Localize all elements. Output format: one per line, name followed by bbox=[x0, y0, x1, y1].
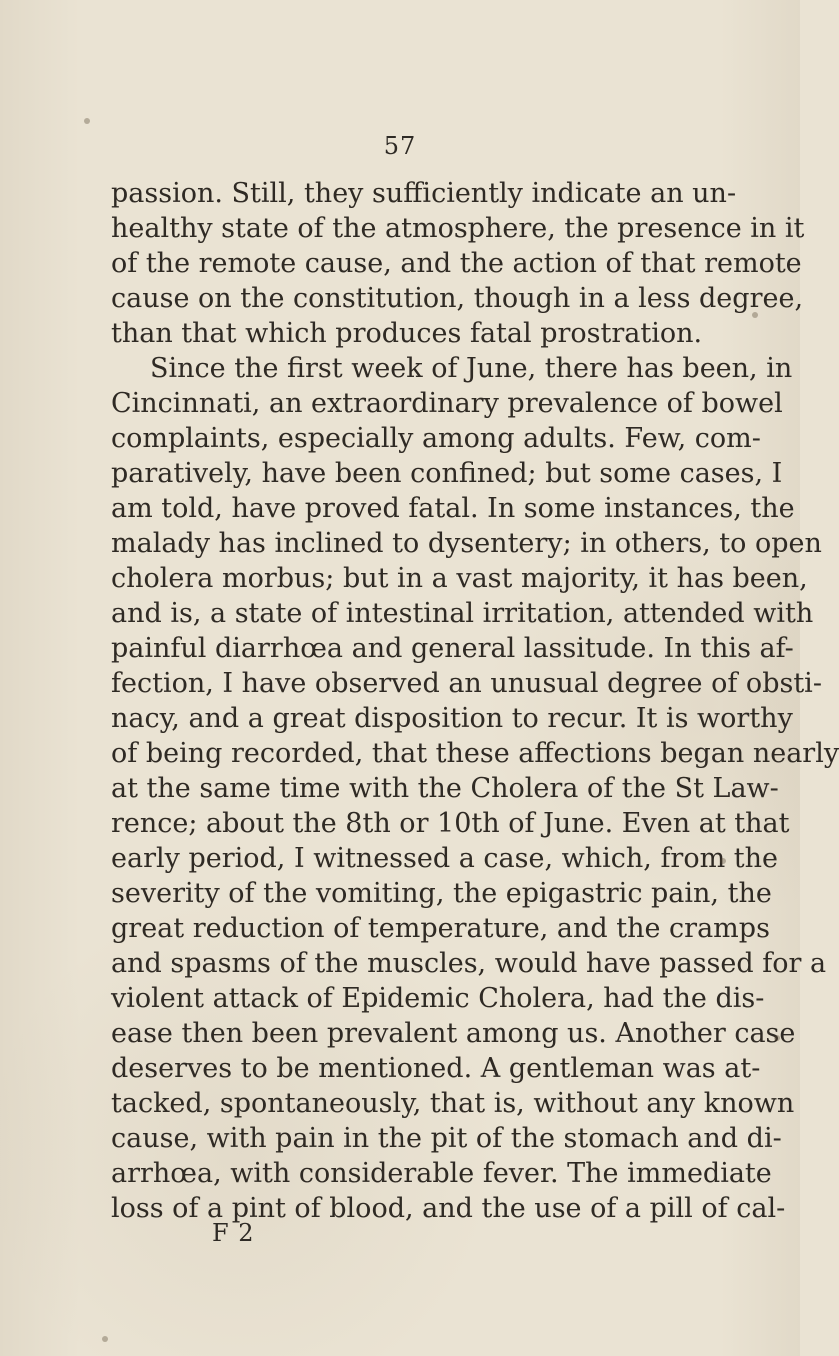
text-line: and spasms of the muscles, would have passed for a bbox=[111, 948, 827, 979]
text-line: great reduction of temperature, and the cramps bbox=[111, 913, 770, 944]
text-line: and is, a state of intestinal irritation, attended with bbox=[111, 598, 814, 629]
text-line: Cincinnati, an extraordinary prevalence of bowel bbox=[111, 388, 783, 419]
body-text bbox=[0, 175, 839, 1275]
text-line: cause, with pain in the pit of the stomach and di- bbox=[111, 1123, 782, 1154]
text-line: at the same time with the Cholera of the St Law- bbox=[111, 773, 779, 804]
text-line: of being recorded, that these affections began nearly bbox=[111, 738, 839, 769]
paper-speck bbox=[752, 312, 758, 318]
text-line: Since the first week of June, there has been, in bbox=[150, 353, 793, 384]
text-line: paratively, have been confined; but some cases, I bbox=[111, 458, 783, 489]
paper-speck bbox=[102, 1336, 108, 1342]
text-line: healthy state of the atmosphere, the presence in it bbox=[111, 213, 805, 244]
text-line: painful diarrhœa and general lassitude. In this af- bbox=[111, 633, 794, 664]
text-line: than that which produces fatal prostration. bbox=[111, 318, 703, 349]
text-line: ease then been prevalent among us. Another case bbox=[111, 1018, 796, 1049]
text-line: am told, have proved fatal. In some instances, the bbox=[111, 493, 795, 524]
text-line: passion. Still, they sufficiently indicate an un- bbox=[111, 178, 737, 209]
text-line: nacy, and a great disposition to recur. It is worthy bbox=[111, 703, 793, 734]
text-line: severity of the vomiting, the epigastric pain, the bbox=[111, 878, 772, 909]
text-line: cause on the constitution, though in a less degree, bbox=[111, 283, 804, 314]
text-line: early period, I witnessed a case, which, from the bbox=[111, 843, 778, 874]
paper-speck bbox=[774, 1035, 780, 1041]
text-line: fection, I have observed an unusual degree of obsti- bbox=[111, 668, 822, 699]
text-line: violent attack of Epidemic Cholera, had the dis- bbox=[111, 983, 765, 1014]
text-line: malady has inclined to dysentery; in others, to open bbox=[111, 528, 822, 559]
text-line: complaints, especially among adults. Few, com- bbox=[111, 423, 761, 454]
paper-speck bbox=[720, 858, 726, 864]
signature-mark: F 2 bbox=[212, 1219, 255, 1247]
text-line: deserves to be mentioned. A gentleman was at- bbox=[111, 1053, 761, 1084]
text-line: loss of a pint of blood, and the use of a pill of cal- bbox=[111, 1193, 786, 1224]
text-line: cholera morbus; but in a vast majority, it has been, bbox=[111, 563, 808, 594]
text-line: of the remote cause, and the action of that remote bbox=[111, 248, 802, 279]
page-number: 57 bbox=[383, 132, 417, 160]
text-line: arrhœa, with considerable fever. The immediate bbox=[111, 1158, 772, 1189]
paper-speck bbox=[84, 118, 90, 124]
text-line: rence; about the 8th or 10th of June. Even at that bbox=[111, 808, 790, 839]
text-line: tacked, spontaneously, that is, without any known bbox=[111, 1088, 795, 1119]
